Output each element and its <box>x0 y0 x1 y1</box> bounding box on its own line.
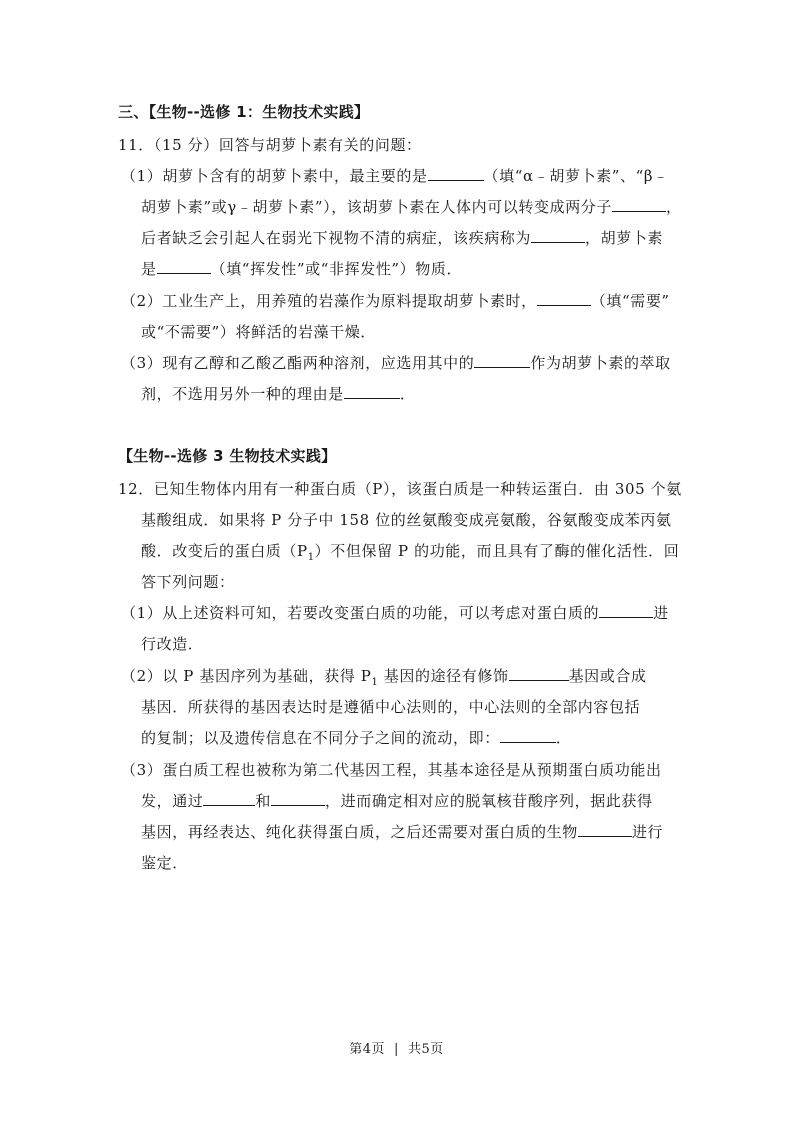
answer-blank <box>271 791 325 806</box>
q12-part2-line1: （2）以 P 基因序列为基础，获得 $P_1$ 基因的途径有修饰 基因或合成 <box>121 667 647 688</box>
q11-part3-line1: （3）现有乙醇和乙酸乙酯两种溶剂，应选用其中的 作为胡萝卜素的萃取 <box>121 354 671 372</box>
q12-part3-line2: 发，通过 和 ，进而确定相对应的脱氧核苷酸序列，据此获得 <box>141 792 653 810</box>
answer-blank <box>157 259 211 274</box>
answer-blank <box>509 666 569 681</box>
footer-separator: | <box>394 1042 399 1057</box>
answer-blank <box>203 791 255 806</box>
q11-part1-line4: 是 （填“挥发性”或“非挥发性”）物质． <box>141 260 463 278</box>
section-heading-elective-3: 【生物--选修 3 生物技术实践】 <box>118 447 337 465</box>
q12-part2-line3: 的复制；以及遗传信息在不同分子之间的流动，即： ． <box>141 729 572 747</box>
answer-blank <box>474 353 530 368</box>
answer-blank <box>344 384 400 399</box>
q11-part1-line1: （1）胡萝卜含有的胡萝卜素中，最主要的是 （填“α﹣胡萝卜素”、“β﹣ <box>121 167 669 185</box>
q12-stem-line1: 12．已知生物体内用有一种蛋白质（P），该蛋白质是一种转运蛋白．由 305 个氨 <box>118 480 682 498</box>
q12-part3-line4: 鉴定． <box>141 854 188 872</box>
answer-blank <box>531 228 585 243</box>
q11-part1-line2: 胡萝卜素”或γ﹣胡萝卜素”），该胡萝卜素在人体内可以转变成两分子 ， <box>141 198 682 216</box>
q12-part3-line3: 基因，再经表达、纯化获得蛋白质，之后还需要对蛋白质的生物 进行 <box>141 823 664 841</box>
answer-blank <box>537 291 591 306</box>
q12-part1-line2: 行改造． <box>141 635 204 653</box>
current-page-label: 第4页 <box>349 1042 386 1057</box>
answer-blank <box>500 728 556 743</box>
q12-part1-line1: （1）从上述资料可知，若要改变蛋白质的功能，可以考虑对蛋白质的 进 <box>121 604 669 622</box>
answer-blank <box>599 603 653 618</box>
section-heading-elective-1: 三、【生物--选修 1：生物技术实践】 <box>118 103 370 121</box>
page-footer <box>0 1041 793 1059</box>
q12-stem-line2: 基酸组成．如果将 P 分子中 158 位的丝氨酸变成亮氨酸，谷氨酸变成苯丙氨 <box>141 511 672 529</box>
q11-part2-line1: （2）工业生产上，用养殖的岩藻作为原料提取胡萝卜素时， （填“需要” <box>121 292 670 310</box>
total-pages-label: 共5页 <box>407 1042 444 1057</box>
q11-part3-line2: 剂，不选用另外一种的理由是 ． <box>141 385 416 403</box>
q12-part3-line1: （3）蛋白质工程也被称为第二代基因工程，其基本途径是从预期蛋白质功能出 <box>121 761 662 779</box>
q12-stem-line3: 酸．改变后的蛋白质$(P_1)$不但保留 P 的功能，而且具有了酶的催化活性．回 <box>141 542 680 563</box>
q12-stem-line4: 答下列问题： <box>141 573 235 591</box>
q12-part2-line2: 基因．所获得的基因表达时是遵循中心法则的，中心法则的全部内容包括 <box>141 698 641 716</box>
q11-stem: 11．（15 分）回答与胡萝卜素有关的问题： <box>118 136 422 154</box>
q11-part1-line3: 后者缺乏会引起人在弱光下视物不清的病症，该疾病称为 ，胡萝卜素 <box>141 229 664 247</box>
answer-blank <box>578 822 632 837</box>
answer-blank <box>428 166 484 181</box>
q11-part2-line2: 或“不需要”）将鲜活的岩藻干燥． <box>141 323 376 341</box>
answer-blank <box>612 197 666 212</box>
